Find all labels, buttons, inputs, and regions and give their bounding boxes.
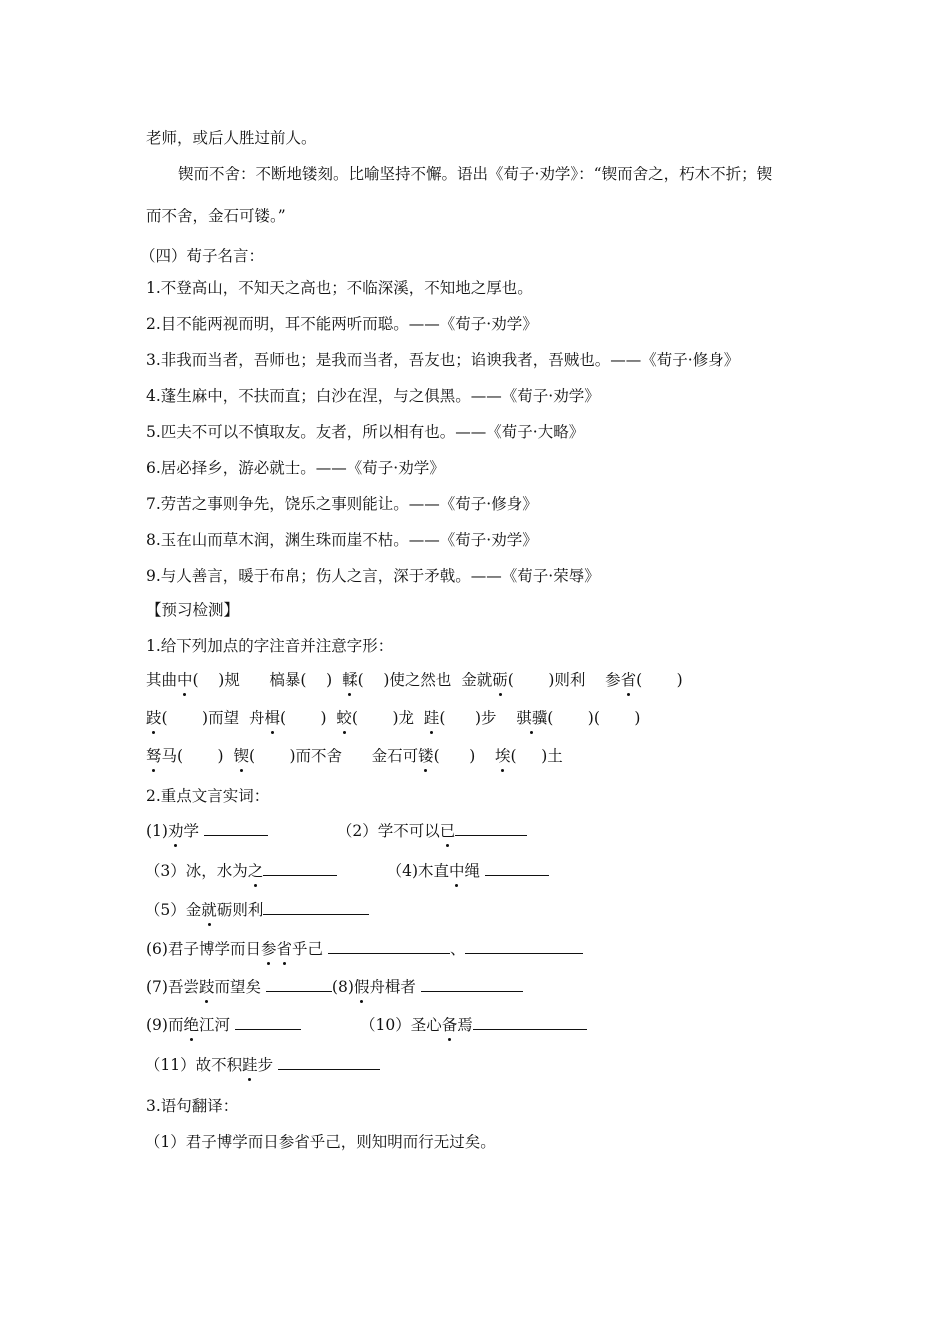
intro-line-3: 而不舍，金石可镂。” (146, 207, 286, 225)
quote-item: 2.目不能两视而明，耳不能两听而聪。——《荀子·劝学》 (146, 315, 538, 333)
answer-blank[interactable] (278, 1054, 380, 1070)
q1-row-1: 其曲中( )规 槁暴( ) 輮( )使之然也 金就砺( )则利 参省( ) (146, 671, 683, 689)
quote-item: 9.与人善言，暖于布帛；伤人之言，深于矛戟。——《荀子·荣辱》 (146, 567, 600, 585)
dotted-char: 备 (441, 1016, 458, 1034)
intro-line-1: 老师，或后人胜过前人。 (146, 129, 317, 147)
q1-row-2: 跂( )而望 舟楫( ) 蛟( )龙 跬( )步 骐骥( )( ) (146, 709, 641, 727)
dotted-char: 砺 (492, 671, 508, 689)
dotted-char: 跬 (242, 1056, 258, 1074)
q2-row-3: （5）金就砺则利 (140, 899, 369, 920)
dotted-char: 参 (260, 940, 277, 958)
quote-item: 7.劳苦之事则争先，饶乐之事则能让。——《荀子·修身》 (146, 495, 538, 513)
dotted-char: 埃 (495, 747, 511, 765)
answer-blank[interactable] (266, 976, 332, 992)
answer-blank[interactable] (485, 860, 549, 876)
answer-blank[interactable] (263, 899, 369, 915)
quote-item: 8.玉在山而草木润，渊生珠而崖不枯。——《荀子·劝学》 (146, 531, 538, 549)
q2-row-5: (7)吾尝跂而望矣 (8)假舟楫者 (146, 976, 523, 997)
q2-row-7: （11）故不积跬步 (140, 1054, 380, 1075)
q2-row-1: (1)劝学 （2）学不可以已 (146, 820, 527, 841)
answer-blank[interactable] (204, 820, 268, 836)
dotted-char: 假 (353, 978, 370, 996)
dotted-char: 蛟 (336, 709, 352, 727)
answer-blank[interactable] (473, 1014, 587, 1030)
dotted-char: 已 (439, 822, 456, 840)
q2-row-6: (9)而绝江河 （10）圣心备焉 (146, 1014, 587, 1035)
intro-line-2: 锲而不舍：不断地镂刻。比喻坚持不懈。语出《荀子·劝学》：“锲而舍之，朽木不折；锲 (178, 165, 773, 183)
answer-blank[interactable] (328, 938, 450, 954)
dotted-char: 跂 (198, 978, 215, 996)
quote-item: 1.不登高山，不知天之高也；不临深溪，不知地之厚也。 (146, 279, 533, 297)
q3-sentence-1: （1）君子博学而日参省乎己，则知明而行无过矣。 (140, 1133, 496, 1151)
answer-blank[interactable] (235, 1014, 301, 1030)
answer-blank[interactable] (465, 938, 583, 954)
dotted-char: 劝 (167, 822, 184, 840)
answer-blank[interactable] (455, 820, 527, 836)
dotted-char: 楫 (264, 709, 280, 727)
dotted-char: 之 (247, 862, 264, 880)
dotted-char: 跂 (146, 709, 162, 727)
dotted-char: 輮 (342, 671, 358, 689)
q2-title: 2.重点文言实词： (146, 787, 270, 805)
dotted-char: 省 (620, 671, 637, 689)
answer-blank[interactable] (421, 976, 523, 992)
quotes-heading: （四）荀子名言： (140, 247, 265, 265)
dotted-char: 绝 (183, 1016, 199, 1034)
dotted-char: 驽 (146, 747, 162, 765)
dotted-char: 锲 (233, 747, 249, 765)
dotted-char: 就 (201, 901, 217, 919)
dotted-char: 镂 (418, 747, 434, 765)
dotted-char: 省 (276, 940, 292, 958)
quote-item: 3.非我而当者，吾师也；是我而当者，吾友也；谄谀我者，吾贼也。——《荀子·修身》 (146, 351, 740, 369)
q2-row-4: (6)君子博学而日参省乎己 、 (146, 938, 583, 959)
dotted-char: 中 (177, 671, 193, 689)
dotted-char: 中 (449, 862, 465, 880)
preview-heading: 【预习检测】 (146, 601, 240, 619)
q2-row-2: （3）冰，水为之 （4)木直中绳 (140, 860, 549, 881)
quote-item: 4.蓬生麻中，不扶而直；白沙在涅，与之俱黑。——《荀子·劝学》 (146, 387, 600, 405)
dotted-char: 跬 (423, 709, 440, 727)
quote-item: 6.居必择乡，游必就士。——《荀子·劝学》 (146, 459, 445, 477)
q3-title: 3.语句翻译： (146, 1097, 239, 1115)
q1-title: 1.给下列加点的字注音并注意字形： (146, 637, 394, 655)
answer-blank[interactable] (263, 860, 337, 876)
dotted-char: 骐骥 (516, 709, 548, 727)
quote-item: 5.匹夫不可以不慎取友。友者，所以相有也。——《荀子·大略》 (146, 423, 585, 441)
q1-row-3: 驽马( ) 锲( )而不舍 金石可镂( ) 埃( )土 (146, 747, 563, 765)
